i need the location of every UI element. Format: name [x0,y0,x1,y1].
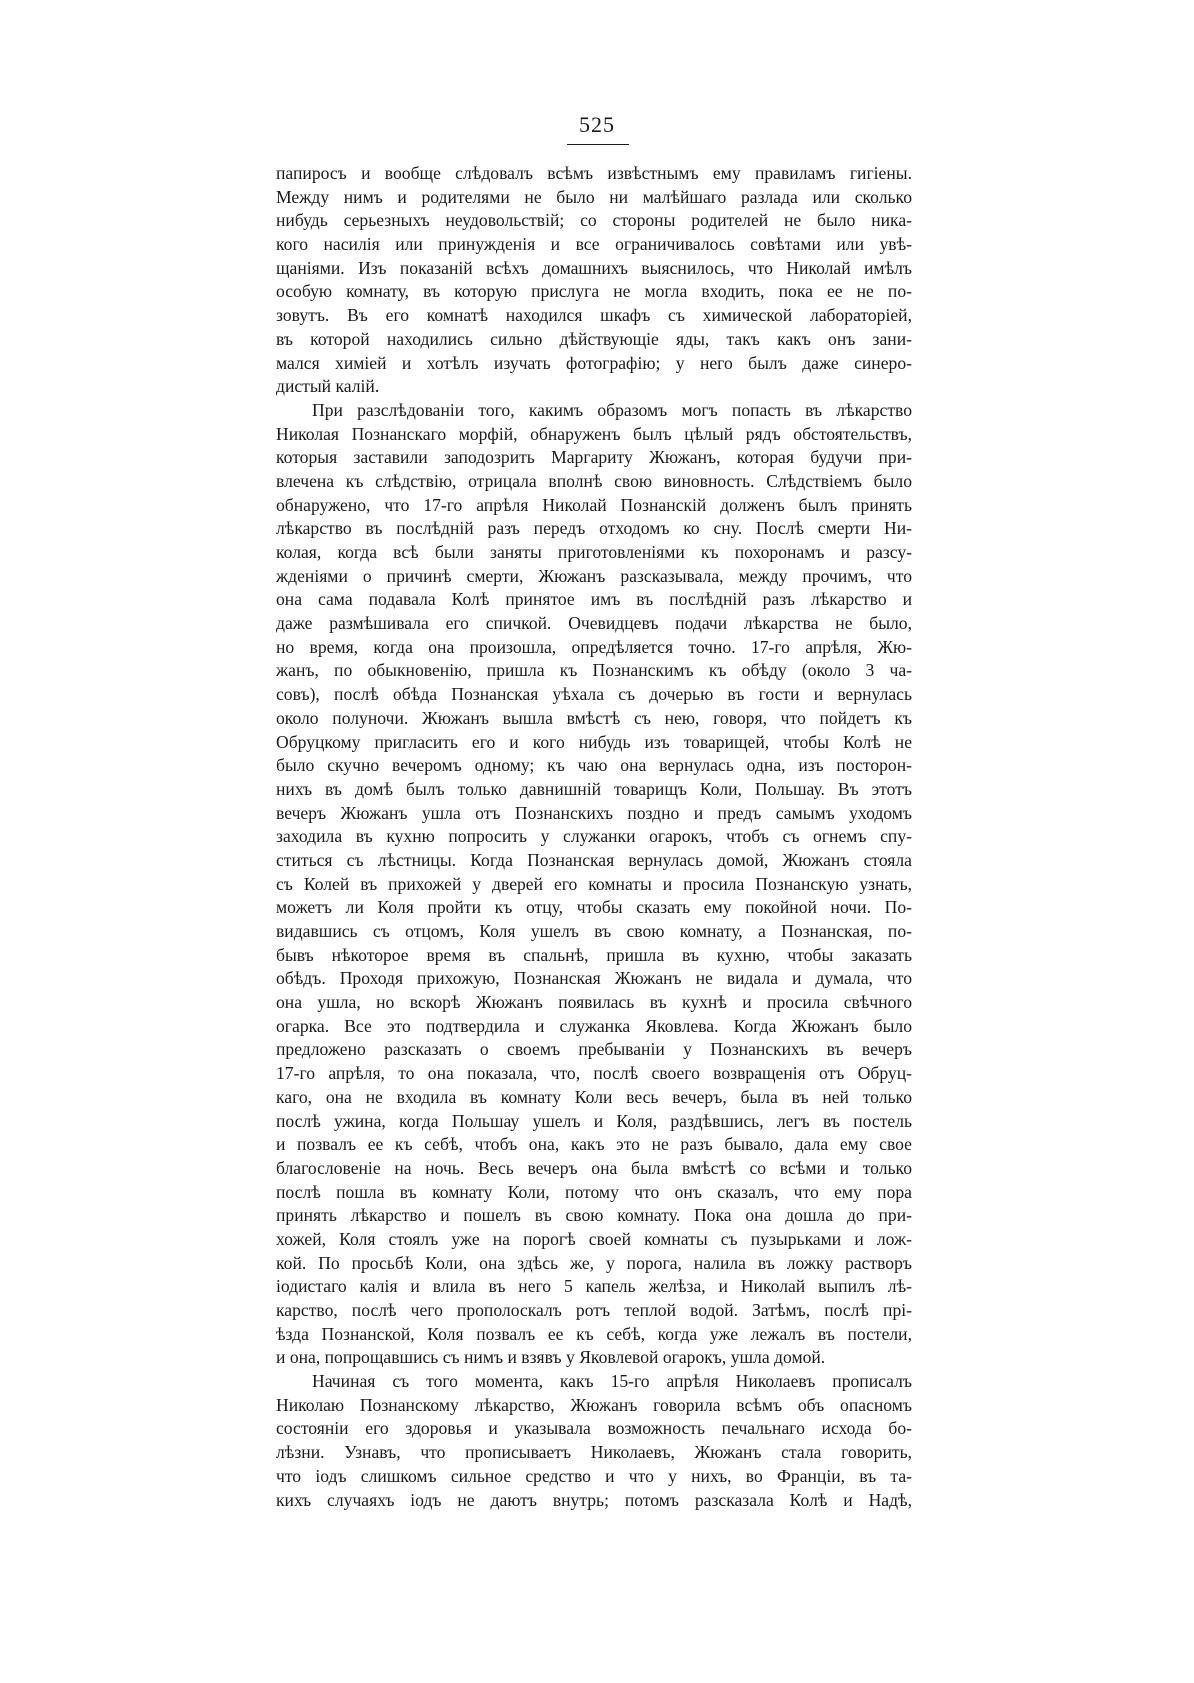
text-line: послѣ ужина, когда Польшау ушелъ и Коля, раздѣвшись, легъ въ постель [276,1110,912,1131]
text-line: и она, попрощавшись съ нимъ и взявъ у Яковлевой огарокъ, ушла домой. [276,1347,826,1368]
text-line: было скучно вечеромъ одному; къ чаю она вернулась одна, изъ посторон- [276,755,912,776]
paragraph [276,162,912,399]
text-line: кого насилія или принужденія и все ограничивалось совѣтами или увѣ- [276,234,912,255]
text-line: ѣзда Познанской, Коля позвалъ ее къ себѣ, когда уже лежалъ въ постели, [276,1323,912,1344]
text-line: хожей, Коля стоялъ уже на порогѣ своей комнаты съ пузырьками и лож- [276,1228,912,1249]
text-line: 17-го апрѣля, то она показала, что, послѣ своего возвращенія отъ Обруц- [276,1063,912,1084]
text-line: мался химіей и хотѣлъ изучать фотографію; у него былъ даже синеро- [276,352,912,373]
text-line: Николая Познанскаго морфій, обнаруженъ былъ цѣлый рядъ обстоятельствъ, [276,423,912,444]
text-line: карство, послѣ чего прополоскалъ ротъ теплой водой. Затѣмъ, послѣ прі- [276,1300,912,1320]
text-line: ститься съ лѣстницы. Когда Познанская вернулась домой, Жюжанъ стояла [276,849,912,870]
text-line: жанъ, по обыкновенію, пришла къ Познанскимъ къ обѣду (около 3 ча- [276,660,912,681]
text-line: можетъ ли Коля пройти къ отцу, чтобы сказать ему покойной ночи. По- [276,897,912,918]
text-line: въ которой находились сильно дѣйствующіе яды, такъ какъ онъ зани- [276,328,912,349]
text-line: обѣдъ. Проходя прихожую, Познанская Жюжанъ не видала и думала, что [276,968,912,989]
text-line: обнаружено, что 17-го апрѣля Николай Познанскій долженъ былъ принять [276,494,912,515]
text-line: съ Колей въ прихожей у дверей его комнаты и просила Познанскую узнать, [276,873,912,894]
text-line: Николаю Познанскому лѣкарство, Жюжанъ говорила всѣмъ объ опасномъ [276,1394,912,1415]
text-line: бывъ нѣкоторое время въ спальнѣ, пришла въ кухню, чтобы заказать [276,944,912,965]
text-line: даже размѣшивала его спичкой. Очевидцевъ подачи лѣкарства не было, [276,613,912,634]
text-line: При разслѣдованіи того, какимъ образомъ могъ попасть въ лѣкарство [312,399,912,420]
text-line: огарка. Все это подтвердила и служанка Яковлева. Когда Жюжанъ было [276,1015,912,1036]
text-line: но время, когда она произошла, опредѣляется точно. 17-го апрѣля, Жю- [276,636,912,657]
text-line: она ушла, но вскорѣ Жюжанъ появилась въ кухнѣ и просила свѣчного [276,992,912,1013]
text-line: лѣкарство въ послѣдній разъ передъ отходомъ ко сну. Послѣ смерти Ни- [276,518,912,539]
text-line: лѣзни. Узнавъ, что прописываетъ Николаевъ, Жюжанъ стала говорить, [276,1442,912,1463]
text-line: что іодъ слишкомъ сильное средство и что у нихъ, во Франціи, въ та- [276,1465,912,1486]
text-line: дистый калій. [276,376,380,397]
text-line: принять лѣкарство и пошелъ въ свою комнату. Пока она дошла до при- [276,1205,912,1226]
text-line: вечеръ Жюжанъ ушла отъ Познанскихъ поздно и предъ самымъ уходомъ [276,802,912,823]
paragraph [276,399,912,1370]
paragraph [276,1370,912,1512]
page-number-rule [567,144,629,145]
text-line: особую комнату, въ которую прислуга не могла входить, пока ее не по- [276,281,912,302]
text-line: іодистаго калія и влила въ него 5 капель желѣза, и Николай выпилъ лѣ- [276,1276,912,1297]
text-line: нибудь серьезныхъ неудовольствій; со стороны родителей не было ника- [276,210,912,231]
text-line: она сама подавала Колѣ принятое имъ въ послѣдній разъ лѣкарство и [276,589,912,610]
text-line: Обруцкому пригласить его и кого нибудь изъ товарищей, чтобы Колѣ не [276,731,912,752]
text-line: около полуночи. Жюжанъ вышла вмѣстѣ съ нею, говоря, что пойдетъ къ [276,707,912,728]
text-line: кихъ случаяхъ іодъ не даютъ внутрь; потомъ разсказала Колѣ и Надѣ, [276,1489,912,1510]
text-line: заходила въ кухню попросить у служанки огарокъ, чтобъ съ огнемъ спу- [276,826,912,847]
text-line: кой. По просьбѣ Коли, она здѣсь же, у порога, налила въ ложку растворъ [276,1252,912,1273]
text-line: Между нимъ и родителями не было ни малѣйшаго разлада или сколько [276,186,912,207]
text-line: нихъ въ домѣ былъ только давнишній товарищъ Коли, Польшау. Въ этотъ [276,778,912,799]
text-line: состояніи его здоровья и указывала возможность печальнаго исхода бо- [276,1418,912,1439]
text-line: Начиная съ того момента, какъ 15-го апрѣля Николаевъ прописалъ [312,1371,912,1392]
text-line: благословеніе на ночь. Весь вечеръ она была вмѣстѣ со всѣми и только [276,1157,912,1178]
text-line: послѣ пошла въ комнату Коли, потому что онъ сказалъ, что ему пора [276,1181,912,1202]
text-line: влечена къ слѣдствію, отрицала вполнѣ свою виновность. Слѣдствіемъ было [276,470,912,491]
text-line: каго, она не входила въ комнату Коли весь вечеръ, была въ ней только [276,1086,912,1107]
text-line: колая, когда всѣ были заняты приготовленіями къ похоронамъ и разсу- [276,542,912,562]
text-line: совъ), послѣ обѣда Познанская уѣхала съ дочерью въ гости и вернулась [276,684,912,705]
text-line: и позвалъ ее къ себѣ, чтобъ она, какъ это не разъ бывало, дала ему свое [276,1134,912,1155]
text-line: предложено разсказать о своемъ пребываніи у Познанскихъ въ вечеръ [276,1039,912,1060]
text-line: видавшись съ отцомъ, Коля ушелъ въ свою комнату, а Познанская, по- [276,921,912,941]
body-text [276,162,912,1512]
text-line: щаніями. Изъ показаній всѣхъ домашнихъ выяснилось, что Николай имѣлъ [276,257,912,278]
page-number: 525 [579,112,615,137]
text-line: которыя заставили заподозрить Маргариту Жюжанъ, которая будучи при- [276,447,912,468]
text-line: папиросъ и вообще слѣдовалъ всѣмъ извѣстнымъ ему правиламъ гигіены. [276,163,912,183]
text-line: зовутъ. Въ его комнатѣ находился шкафъ съ химической лабораторіей, [276,305,912,326]
text-line: жденіями о причинѣ смерти, Жюжанъ разсказывала, между прочимъ, что [276,565,912,586]
